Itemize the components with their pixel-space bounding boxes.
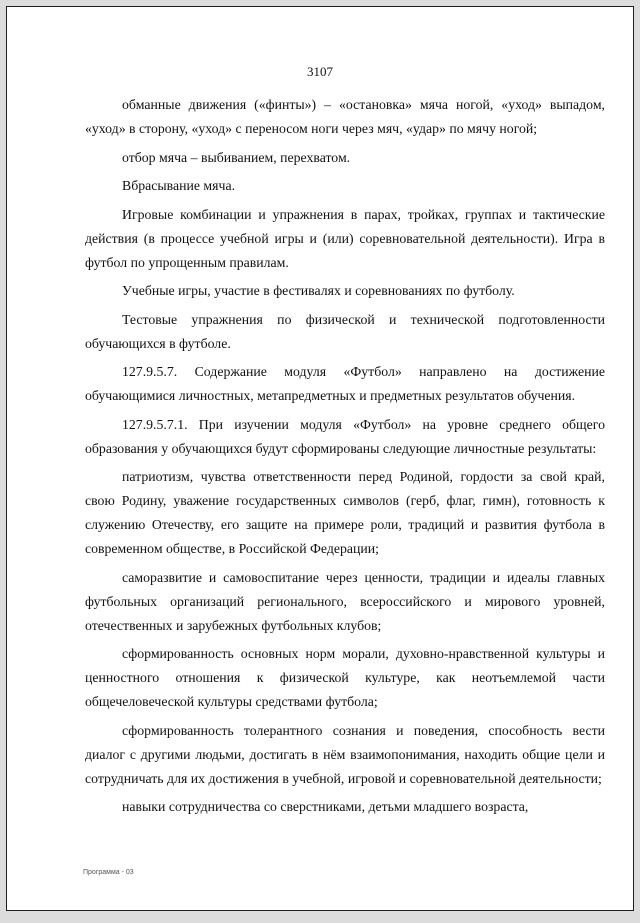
paragraph-throw-in: Вбрасывание мяча. <box>122 178 236 193</box>
paragraph-module-content: 127.9.5.7. Содержание модуля «Футбол» направлено на достижение обучающимися личностных, метапредметных и предметных результатов обучения. <box>85 364 605 403</box>
paragraph-morality: сформированность основных норм морали, духовно-нравственной культуры и ценностного отношения к физической культуре, как неотъемлемой части общечеловеческой культуры средствами футбола; <box>85 646 605 709</box>
paragraph-cooperation: навыки сотрудничества со сверстниками, детьми младшего возраста, <box>122 799 529 814</box>
paragraph-training-games: Учебные игры, участие в фестивалях и соревнованиях по футболу. <box>122 283 515 298</box>
paragraph-personal-results-intro: 127.9.5.7.1. При изучении модуля «Футбол» на уровне среднего общего образования у обучающихся будут сформированы следующие личностные результаты: <box>85 416 605 456</box>
document-page <box>6 6 634 911</box>
paragraph-feints: обманные движения («финты») – «остановка» мяча ногой, «уход» выпадом, «уход» в сторону, «уход» с переносом ноги через мяч, «удар» по мячу ногой; <box>85 97 605 136</box>
document-body <box>85 93 605 824</box>
paragraph-game-combinations: Игровые комбинации и упражнения в парах, тройках, группах и тактические действия (в процессе учебной игры и (или) соревновательной деятельности). Игра в футбол по упрощенным правилам. <box>85 206 605 270</box>
page-footer: Программа - 03 <box>83 869 134 876</box>
paragraph-patriotism: патриотизм, чувства ответственности перед Родиной, гордости за свой край, свою Родину, уважение государственных символов (герб, флаг, гимн), готовность к служению Отечеству, его защите на примере роли, традиций и развития футбола в современном обществе, в Российской Федерации; <box>85 469 605 556</box>
paragraph-tackling: отбор мяча – выбиванием, перехватом. <box>122 149 351 165</box>
paragraph-tolerance: сформированность толерантного сознания и поведения, способность вести диалог с другими людьми, достигать в нём взаимопонимания, находить общие цели и сотрудничать для их достижения в учебной, игровой и соревновательной деятельности; <box>85 722 605 786</box>
page-number: 3107 <box>307 64 333 79</box>
paragraph-test-exercises: Тестовые упражнения по физической и технической подготовленности обучающихся в футболе. <box>85 311 605 351</box>
paragraph-self-development: саморазвитие и самовоспитание через ценности, традиции и идеалы главных футбольных организаций регионального, всероссийского и мирового уровней, отечественных и зарубежных футбольных клубов; <box>85 569 605 633</box>
